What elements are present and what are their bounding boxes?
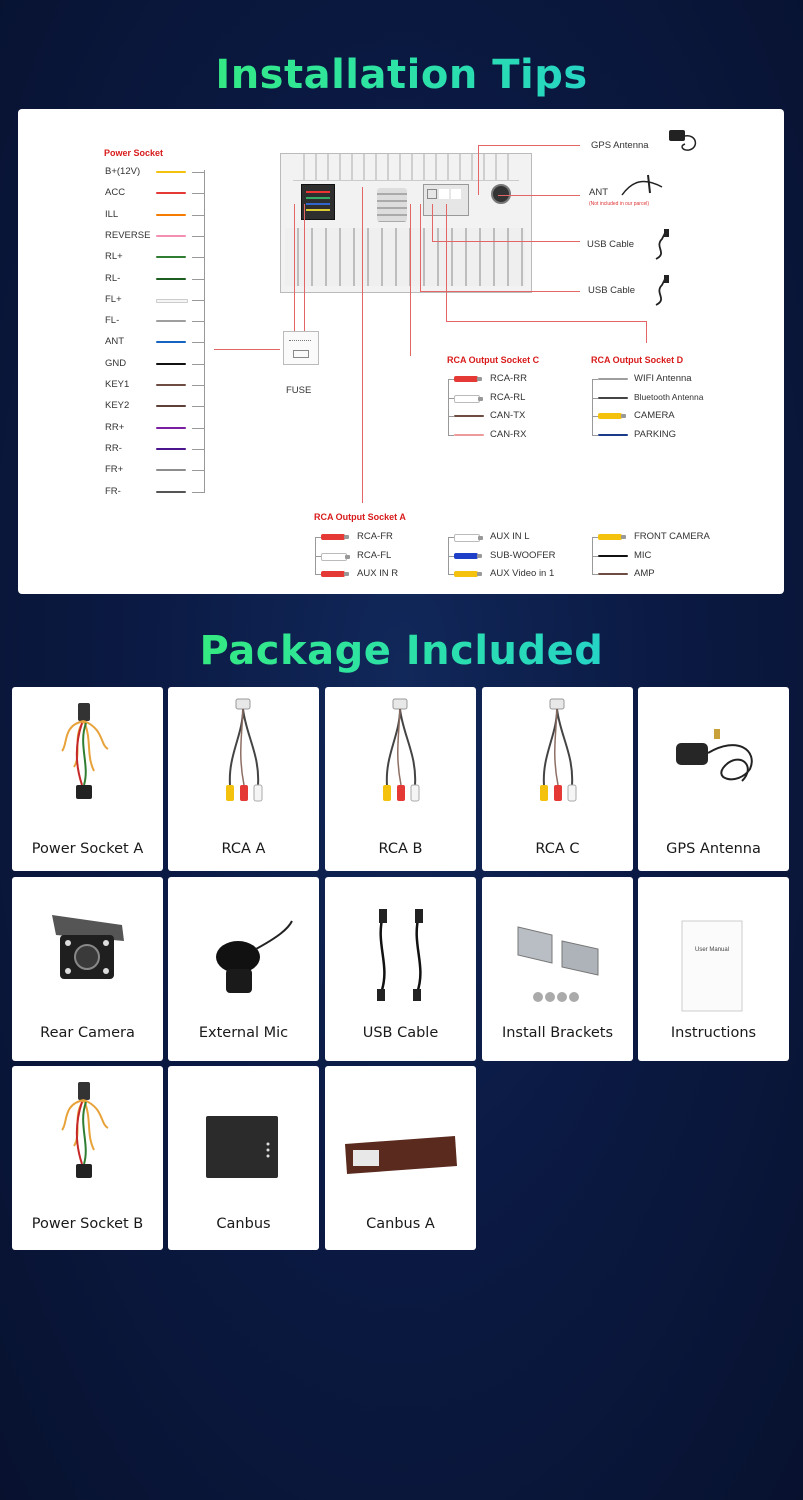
socket-item-label: CAN-TX (490, 410, 526, 421)
socket-item-label: FRONT CAMERA (634, 531, 710, 542)
power-wire-label: RR+ (105, 421, 125, 433)
rear-camera-icon (12, 885, 163, 1015)
socket-item-label: Bluetooth Antenna (634, 391, 704, 402)
package-item-card (12, 877, 163, 1061)
power-wire (156, 278, 186, 280)
package-item-name: RCA A (221, 841, 266, 857)
power-wire (156, 256, 186, 258)
socket-item-label: CAN-RX (490, 428, 527, 440)
package-item-name: RCA B (378, 841, 423, 857)
power-socket-harness-icon (12, 1074, 163, 1204)
rca-plug-icon (598, 534, 622, 540)
usb-cable-icon (648, 227, 674, 263)
package-item-name: Canbus A (366, 1216, 435, 1232)
power-wire-label: FL+ (105, 293, 122, 305)
power-wire (156, 214, 186, 216)
socket-item-label: WIFI Antenna (634, 373, 692, 384)
power-wire-label: KEY2 (105, 400, 130, 412)
rca-plug-icon (454, 376, 478, 382)
package-item-name: RCA C (535, 841, 580, 857)
socket-c-title: RCA Output Socket C (447, 355, 540, 365)
usb-cable-icon (325, 885, 476, 1015)
socket-item-label: RCA-RL (490, 391, 526, 403)
antenna-icon (618, 171, 668, 201)
package-included-heading: Package Included (0, 628, 803, 674)
power-wire-label: ILL (105, 208, 119, 220)
package-item-name: Power Socket B (31, 1216, 144, 1232)
power-wire-label: ANT (105, 336, 124, 348)
socket-item-label: AMP (634, 568, 655, 579)
wire-icon (598, 397, 628, 399)
gps-antenna-icon (665, 126, 703, 154)
rca-plug-icon (598, 413, 622, 419)
rca-plug-icon (454, 395, 480, 403)
package-item-card (12, 687, 163, 871)
package-item-card (168, 1066, 319, 1250)
power-wire-label: FL- (105, 315, 120, 327)
power-socket-harness-icon (12, 695, 163, 825)
power-wire-label: REVERSE (105, 229, 151, 241)
gps-antenna-label: GPS Antenna (591, 140, 649, 151)
svg-text:User Manual: User Manual (694, 947, 730, 953)
power-wire (156, 491, 186, 493)
socket-item-label: AUX IN R (357, 568, 399, 579)
ant-note: (Not included in our parcel) (589, 201, 650, 207)
package-item-card (482, 687, 633, 871)
rca-cable-icon (325, 695, 476, 825)
package-item-card (325, 877, 476, 1061)
power-wire (156, 427, 186, 429)
socket-d-title: RCA Output Socket D (591, 355, 684, 365)
package-item-name: Install Brackets (501, 1025, 614, 1041)
power-wire-label: RL+ (105, 251, 123, 263)
rca-cable-icon (168, 695, 319, 825)
wire-icon (598, 378, 628, 380)
package-item-card (325, 687, 476, 871)
power-wire (156, 384, 186, 386)
package-item-name: Instructions (670, 1025, 757, 1041)
power-wire (156, 235, 186, 237)
rca-plug-icon (321, 553, 347, 561)
power-wire (156, 405, 186, 407)
rca-plug-icon (321, 571, 345, 577)
wire-icon (598, 434, 628, 436)
power-wire-label: RL- (105, 272, 121, 284)
socket-a-title: RCA Output Socket A (314, 512, 406, 522)
package-item-name: Rear Camera (40, 1025, 135, 1041)
package-item-name: USB Cable (362, 1025, 439, 1041)
socket-item-label: RCA-FL (357, 549, 392, 561)
socket-item-label: RCA-RR (490, 373, 527, 384)
power-wire-label: FR- (105, 485, 121, 497)
package-item-card (168, 877, 319, 1061)
wire-icon (454, 434, 484, 436)
head-unit-back (280, 153, 532, 293)
package-item-card (325, 1066, 476, 1250)
rca-plug-icon (454, 571, 478, 577)
package-item-name: Canbus (216, 1216, 271, 1232)
power-wire (156, 171, 186, 173)
canbus-box-icon (325, 1074, 476, 1204)
package-item-name: GPS Antenna (666, 841, 761, 857)
power-wire-label: KEY1 (105, 379, 130, 390)
socket-item-label: RCA-FR (357, 531, 393, 542)
wire-icon (454, 415, 484, 417)
usb-cable-label-2: USB Cable (588, 285, 635, 296)
package-item-name: Power Socket A (31, 841, 144, 857)
canbus-box-icon (168, 1074, 319, 1204)
manual-icon (638, 885, 789, 1015)
usb-cable-icon (648, 273, 674, 309)
power-wire (156, 448, 186, 450)
rca-plug-icon (321, 534, 345, 540)
fuse-icon (283, 331, 319, 365)
socket-item-label: MIC (634, 549, 652, 561)
socket-item-label: AUX Video in 1 (490, 568, 555, 579)
power-wire (156, 469, 186, 471)
socket-item-label: PARKING (634, 428, 677, 440)
power-socket-title: Power Socket (104, 148, 164, 158)
rca-plug-icon (454, 534, 480, 542)
microphone-icon (168, 885, 319, 1015)
socket-item-label: CAMERA (634, 410, 675, 421)
power-wire-label: GND (105, 357, 127, 369)
bracket-icon (482, 885, 633, 1015)
socket-item-label: SUB-WOOFER (490, 549, 556, 561)
package-item-card (638, 687, 789, 871)
wiring-diagram (18, 109, 784, 594)
power-wire (156, 341, 186, 343)
power-wire-label: ACC (105, 187, 126, 199)
wire-icon (598, 573, 628, 575)
package-item-card (638, 877, 789, 1061)
package-item-name: External Mic (198, 1025, 289, 1041)
package-item-card (12, 1066, 163, 1250)
fuse-label: FUSE (286, 385, 312, 396)
package-item-card (482, 877, 633, 1061)
power-wire (156, 192, 186, 194)
power-wire (156, 320, 186, 322)
package-item-card (168, 687, 319, 871)
power-wire-label: RR- (105, 442, 122, 454)
gps-antenna-icon (638, 695, 789, 825)
wire-icon (598, 555, 628, 557)
installation-tips-heading: Installation Tips (0, 52, 803, 98)
power-wire-label: FR+ (105, 464, 124, 476)
socket-item-label: AUX IN L (490, 531, 530, 542)
usb-cable-label-1: USB Cable (587, 239, 634, 250)
power-wire (156, 363, 186, 365)
rca-cable-icon (482, 695, 633, 825)
ant-label: ANT (589, 187, 608, 198)
power-wire-label: B+(12V) (105, 166, 141, 177)
rca-plug-icon (454, 553, 478, 559)
power-wire (156, 299, 188, 303)
